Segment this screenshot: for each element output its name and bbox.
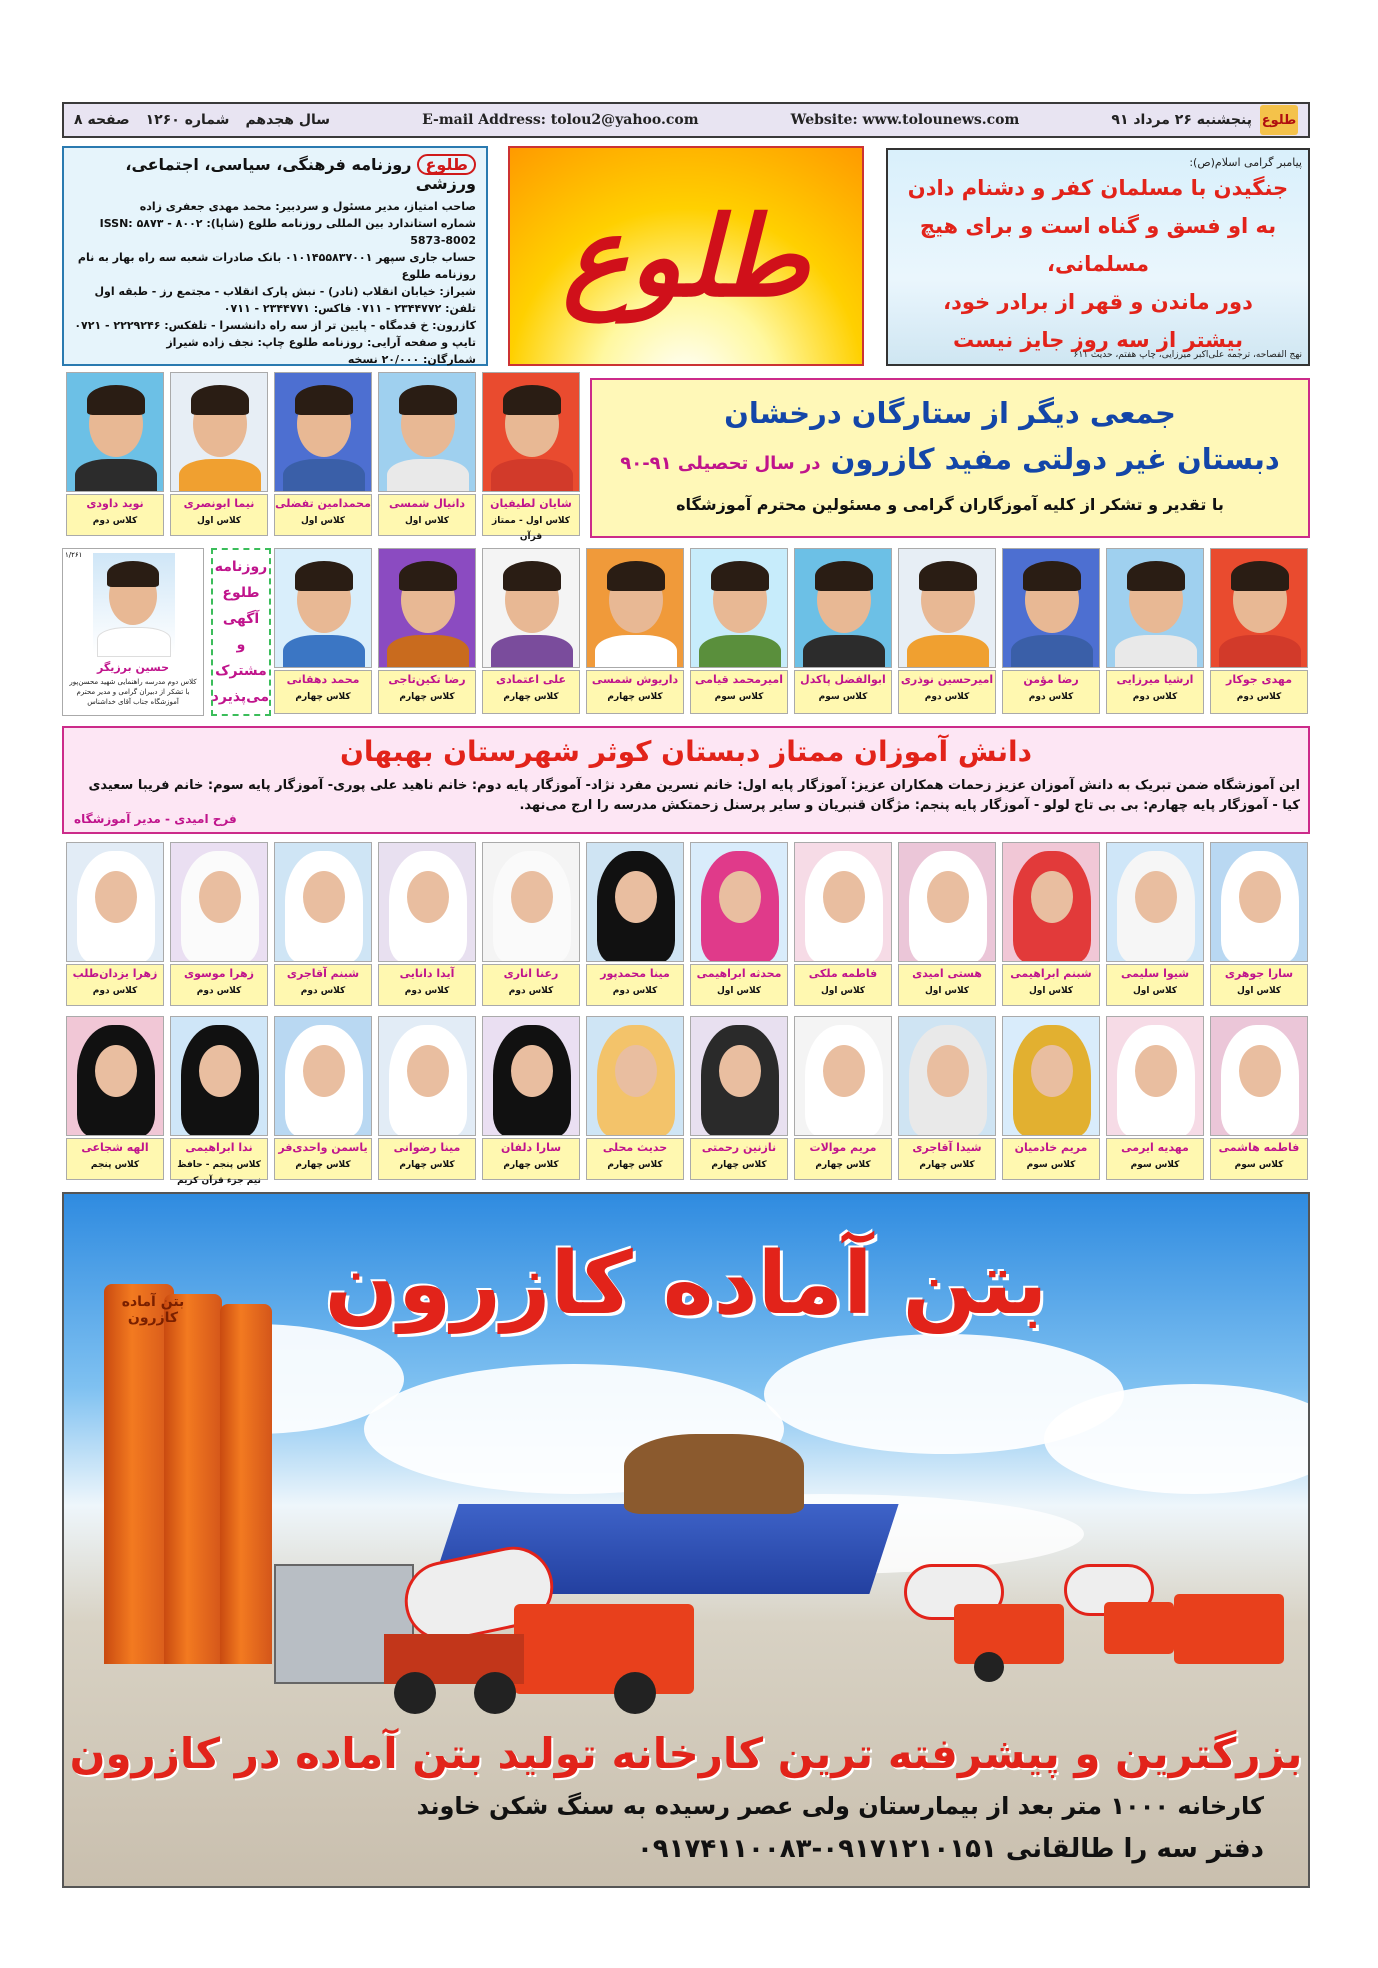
student-class: کلاس دوم [300, 986, 346, 996]
loader-shape [624, 1434, 804, 1514]
student-name: دانیال شمسی [388, 497, 466, 510]
student-name: رضا تکین‌تاجی [388, 673, 466, 686]
info-line: شیراز: خیابان انقلاب (نادر) - نبش پارک انقلاب - مجتمع رز - طبقه اول [94, 285, 476, 298]
student-name: رضا مؤمن [1023, 673, 1079, 686]
shirt-shape [803, 635, 885, 668]
banner-title: جمعی دیگر از ستارگان درخشان [724, 396, 1176, 430]
face-shape [95, 871, 137, 923]
face-shape [511, 1045, 553, 1097]
mixer-truck [884, 1564, 1064, 1684]
student-photo [93, 553, 175, 653]
hair-shape [295, 561, 353, 591]
student-name-tag [898, 1138, 996, 1180]
info-line: حساب جاری سپهر ۰۱۰۱۴۵۵۸۳۷۰۰۱ بانک صادرات شعبه سه راه بهار به نام روزنامه طلوع [77, 251, 476, 281]
student-name-tag [586, 964, 684, 1006]
shirt-shape [595, 635, 677, 668]
info-line: کازرون: خ قدمگاه - پایین تر از سه راه دانشسرا - تلفکس: ۲۲۲۹۲۴۶ - ۰۷۲۱ [74, 319, 476, 332]
student-photo [1106, 1016, 1204, 1136]
info-line: شماره استاندارد بین المللی روزنامه طلوع (شاپا): ۸۰۰۲ - ۵۸۷۳ ISSN: 5873-8002 [99, 217, 476, 247]
info-line: صاحب امتیاز، مدیر مسئول و سردبیر: محمد مهدی جعفری زاده [139, 200, 476, 213]
student-class: کلاس اول [1028, 986, 1074, 996]
silo-shape [220, 1304, 272, 1664]
student-photo [690, 842, 788, 962]
student-photo [378, 842, 476, 962]
shirt-shape [907, 635, 989, 668]
quote-line: بیشتر از سه روز جایز نیست [953, 328, 1243, 352]
student-name: ارشیا میرزایی [1116, 673, 1194, 686]
info-line: تلفن: ۲۳۴۴۷۷۲ - ۰۷۱۱ فاکس: ۲۳۴۴۷۷۱ - ۰۷۱۱ [223, 302, 476, 315]
student-photo [482, 372, 580, 492]
student-name: فاطمه ملکی [808, 967, 878, 980]
student-class: کلاس چهارم [607, 1160, 663, 1170]
student-name: ابوالفضل پاکدل [800, 673, 886, 686]
student-name: مهدی جوکار [1225, 673, 1293, 686]
student-name-tag [794, 964, 892, 1006]
mixer-truck-front [364, 1554, 694, 1714]
student-name-tag [170, 1138, 268, 1186]
face-shape [407, 871, 449, 923]
hair-shape [503, 561, 561, 591]
student-name: امیرحسین نوذری [900, 673, 994, 686]
truck-cab-shape [1104, 1602, 1174, 1654]
face-shape [303, 1045, 345, 1097]
student-class: کلاس سوم [1234, 1160, 1284, 1170]
ad-line: طلوع [222, 585, 260, 601]
truck-cab-shape [1174, 1594, 1284, 1664]
student-name: شیوا سلیمی [1120, 967, 1190, 980]
student-class: کلاس چهارم [815, 1160, 871, 1170]
issue-date: پنجشنبه ۲۶ مرداد ۹۱ [1111, 112, 1252, 128]
face-shape [303, 871, 345, 923]
student-name-tag [170, 964, 268, 1006]
student-photo [1002, 548, 1100, 668]
student-class: کلاس پنجم - حافظ نیم جزء قرآن کریم [177, 1160, 261, 1186]
student-name-tag [898, 670, 996, 714]
student-name: سارا جوهری [1224, 967, 1294, 980]
student-name-tag [482, 670, 580, 714]
student-class: کلاس چهارم [295, 1160, 351, 1170]
mini-logo: طلوع [1260, 105, 1298, 135]
student-name-tag [1106, 964, 1204, 1006]
student-name-tag [274, 494, 372, 536]
student-name-tag [690, 1138, 788, 1180]
student-name: محمد دهقانی [286, 673, 360, 686]
mixer-truck [1064, 1564, 1174, 1674]
student-class: کلاس دوم [1028, 692, 1074, 702]
face-shape [1239, 1045, 1281, 1097]
student-name: شبنم آقاجری [286, 967, 360, 980]
masthead-logo: طلوع [562, 191, 810, 321]
student-photo [482, 842, 580, 962]
quote-intro: پیامبر گرامی اسلام(ص): [1189, 156, 1302, 169]
student-name: نیما ابونصری [183, 497, 255, 510]
hair-shape [87, 385, 145, 415]
hair-shape [295, 385, 353, 415]
ad-code: ۱/۲۶۱ [65, 551, 83, 559]
student-name-tag [1210, 670, 1308, 714]
student-photo [1210, 1016, 1308, 1136]
student-name: یاسمن واحدی‌فر [278, 1141, 368, 1154]
student-name-tag [1210, 964, 1308, 1006]
student-name-tag [1002, 670, 1100, 714]
hair-shape [711, 561, 769, 591]
student-name-tag [274, 964, 372, 1006]
student-name: رعنا اناری [503, 967, 559, 980]
student-photo [586, 548, 684, 668]
ad-line: روزنامه [214, 559, 268, 575]
header-date-group [1111, 105, 1298, 135]
banner-year: در سال تحصیلی ۹۱-۹۰ [620, 453, 821, 474]
banner-thanks: با تقدیر و تشکر از کلیه آموزگاران گرامی و مسئولین محترم آموزشگاه [676, 495, 1224, 514]
student-photo [794, 842, 892, 962]
face-shape [95, 1045, 137, 1097]
header-bar [62, 102, 1310, 138]
issue-meta [74, 112, 330, 128]
student-photo [66, 842, 164, 962]
student-class: کلاس دوم [612, 986, 658, 996]
student-class: کلاس اول [404, 516, 450, 526]
student-class: کلاس دوم [924, 692, 970, 702]
student-name-tag [378, 670, 476, 714]
student-photo [482, 548, 580, 668]
student-class: کلاس اول [820, 986, 866, 996]
student-class: کلاس اول [1236, 986, 1282, 996]
student-photo [482, 1016, 580, 1136]
student-name: مریم خادمیان [1014, 1141, 1088, 1154]
shirt-shape [1115, 635, 1197, 668]
student-class: کلاس چهارم [295, 692, 351, 702]
hair-shape [815, 561, 873, 591]
student-class: کلاس چهارم [503, 692, 559, 702]
wheel-shape [474, 1672, 516, 1714]
shirt-shape [283, 459, 365, 492]
shirt-shape [179, 459, 261, 492]
info-line: شمارگان: ۲۰/۰۰۰ نسخه [347, 353, 476, 366]
student-photo [1002, 1016, 1100, 1136]
student-class: کلاس اول - ممتاز قرآن [492, 516, 570, 542]
shirt-shape [491, 635, 573, 668]
student-photo [274, 842, 372, 962]
hair-shape [399, 385, 457, 415]
cloud-shape [1044, 1384, 1310, 1494]
hair-shape [919, 561, 977, 591]
student-photo [274, 1016, 372, 1136]
student-name: داریوش شمسی [591, 673, 679, 686]
student-name: مینا رضوانی [393, 1141, 461, 1154]
face-shape [1031, 871, 1073, 923]
student-photo [1002, 842, 1100, 962]
student-class: کلاس چهارم [399, 692, 455, 702]
student-name-tag [690, 964, 788, 1006]
wheel-shape [394, 1672, 436, 1714]
truck-cab-shape [954, 1604, 1064, 1664]
face-shape [615, 871, 657, 923]
student-name-tag [378, 1138, 476, 1180]
student-class: کلاس چهارم [711, 1160, 767, 1170]
face-shape [927, 1045, 969, 1097]
student-name: شیدا آقاجری [912, 1141, 982, 1154]
student-photo [794, 1016, 892, 1136]
hair-shape [607, 561, 665, 591]
hair-shape [191, 385, 249, 415]
student-class: کلاس دوم [92, 986, 138, 996]
hair-shape [107, 561, 159, 587]
shirt-shape [97, 627, 171, 657]
ad-line: می‌پذیرد [211, 689, 269, 705]
student-name-tag [690, 670, 788, 714]
student-name-tag [482, 1138, 580, 1180]
student-photo [1210, 548, 1308, 668]
student-name-tag [170, 494, 268, 536]
student-photo [794, 548, 892, 668]
shirt-shape [387, 459, 469, 492]
ad-headline: بتن آماده کازرون [324, 1234, 1048, 1334]
publication-info-box [62, 146, 488, 366]
publication-subtitle: روزنامه فرهنگی، سیاسی، اجتماعی، ورزشی [125, 155, 476, 193]
student-name: مینا محمدپور [600, 967, 670, 980]
quote-line: جنگیدن با مسلمان کفر و دشنام دادن [907, 176, 1289, 200]
student-class: کلاس سوم [714, 692, 764, 702]
student-name-tag [1106, 670, 1204, 714]
face-shape [1239, 871, 1281, 923]
student-class: کلاس سوم [818, 692, 868, 702]
student-photo [378, 372, 476, 492]
student-photo [274, 372, 372, 492]
face-shape [1031, 1045, 1073, 1097]
student-name: نازنین رحمتی [701, 1141, 777, 1154]
student-name: شایان لطیفیان [490, 497, 572, 510]
face-shape [199, 1045, 241, 1097]
ad-line: و [236, 637, 246, 653]
student-name: زهرا یزدان‌طلب [72, 967, 158, 980]
student-name-tag [586, 670, 684, 714]
banner2-paragraph: کیا - آموزگار پایه چهارم: بی بی تاج لولو - آموزگار پایه پنجم: مژگان قنبریان و سایر پرسنل زحمتکش مدرسه را ارج می‌نهد. [519, 798, 1300, 813]
student-photo [170, 842, 268, 962]
face-shape [511, 871, 553, 923]
face-shape [199, 871, 241, 923]
student-photo [1106, 548, 1204, 668]
student-class: کلاس سوم [1026, 1160, 1076, 1170]
quote-line: به او فسق و گناه است و برای هیچ مسلمانی، [919, 214, 1277, 276]
banner-school-name: دبستان غیر دولتی مفید کازرون [830, 442, 1280, 476]
face-shape [927, 871, 969, 923]
student-class: کلاس اول [924, 986, 970, 996]
student-photo [586, 1016, 684, 1136]
student-name-tag [1210, 1138, 1308, 1180]
info-line: تایپ و صفحه آرایی: روزنامه طلوع چاپ: نجف زاده شیراز [166, 336, 476, 349]
student-class: کلاس دوم [92, 516, 138, 526]
student-name: علی اعتمادی [496, 673, 566, 686]
email-link[interactable]: E-mail Address: tolou2@yahoo.com [422, 112, 699, 128]
principal-signature: فرح امیدی - مدیر آموزشگاه [74, 812, 237, 826]
student-class: کلاس دوم [404, 986, 450, 996]
student-name-tag [586, 1138, 684, 1180]
student-photo [898, 1016, 996, 1136]
student-class: کلاس اول [300, 516, 346, 526]
student-name-tag [794, 670, 892, 714]
face-shape [823, 871, 865, 923]
student-name: الهه شجاعی [81, 1141, 149, 1154]
mofid-school-banner [590, 378, 1310, 538]
student-name: نوید داودی [86, 497, 144, 510]
hair-shape [1023, 561, 1081, 591]
shirt-shape [699, 635, 781, 668]
banner2-title: دانش آموزان ممتاز دبستان کوثر شهرستان بهبهان [340, 735, 1032, 768]
student-photo [274, 548, 372, 668]
hossein-barzigar-box [62, 548, 204, 716]
office-phones: دفتر سه را طالقانی ۰۹۱۷۱۲۱۰۱۵۱-۰۹۱۷۴۱۱۰۰۸۳ [636, 1834, 1264, 1864]
student-name-tag [66, 1138, 164, 1180]
face-shape [719, 1045, 761, 1097]
ad-line: آگهی [222, 611, 260, 627]
hair-shape [1127, 561, 1185, 591]
shirt-shape [1219, 635, 1301, 668]
kowsar-school-banner [62, 726, 1310, 834]
quote-source: نهج الفصاحه، ترجمه علی‌اکبر میرزایی، چاپ هفتم، حدیث ۶۱۱ [1073, 350, 1302, 360]
student-name: محدثه ابراهیمی [696, 967, 782, 980]
student-photo [66, 1016, 164, 1136]
student-photo [1106, 842, 1204, 962]
student-name: شبنم ابراهیمی [1010, 967, 1092, 980]
silo-shape [164, 1294, 222, 1664]
ad-line: مشترک [215, 663, 267, 679]
student-class: کلاس دوم [196, 986, 242, 996]
student-class: کلاس چهارم [503, 1160, 559, 1170]
hair-shape [399, 561, 457, 591]
volume-year: سال هجدهم [245, 112, 331, 128]
student-name: امیرمحمد قیامی [695, 673, 783, 686]
student-photo [378, 1016, 476, 1136]
wheel-shape [614, 1672, 656, 1714]
student-photo [898, 548, 996, 668]
student-name-tag [378, 494, 476, 536]
student-class: کلاس اول [196, 516, 242, 526]
student-name: مهدیه ایرمی [1121, 1141, 1189, 1154]
website-link[interactable]: Website: www.tolounews.com [790, 112, 1020, 128]
student-name: محمدامین تفضلی [275, 497, 371, 510]
student-name: آیدا دانایی [399, 967, 455, 980]
student-class: کلاس چهارم [919, 1160, 975, 1170]
face-shape [615, 1045, 657, 1097]
shirt-shape [75, 459, 157, 492]
student-name-tag [1002, 964, 1100, 1006]
student-name: زهرا موسوی [184, 967, 254, 980]
brand-logo: طلوع [417, 154, 476, 175]
student-photo [170, 372, 268, 492]
face-shape [1135, 1045, 1177, 1097]
shirt-shape [387, 635, 469, 668]
hair-shape [503, 385, 561, 415]
student-photo [1210, 842, 1308, 962]
shirt-shape [491, 459, 573, 492]
student-name: فاطمه هاشمی [1218, 1141, 1300, 1154]
student-class: کلاس چهارم [607, 692, 663, 702]
mixer-truck [1174, 1584, 1294, 1674]
student-class: کلاس سوم [1130, 1160, 1180, 1170]
banner2-paragraph: این آموزشگاه ضمن تبریک به دانش آموزان عزیز زحمات همکاران عزیز: آموزگار پایه اول: خانم نسرین مفرد نژاد- آموزگار پایه دوم: خانم ناهید علی پوری- آموزگار پایه سوم: خانم فریبا سعیدی [88, 778, 1300, 793]
student-name: ندا ابراهیمی [185, 1141, 253, 1154]
student-name-tag [66, 964, 164, 1006]
shirt-shape [283, 635, 365, 668]
truck-cab-shape [514, 1604, 694, 1694]
student-name-tag [274, 670, 372, 714]
student-photo [378, 548, 476, 668]
student-name-tag [482, 494, 580, 542]
student-name-tag [794, 1138, 892, 1180]
student-photo [586, 842, 684, 962]
student-class: کلاس دوم [508, 986, 554, 996]
face-shape [823, 1045, 865, 1097]
factory-address: کارخانه ۱۰۰۰ متر بعد از بیمارستان ولی عصر رسیده به سنگ شکن خاوند [416, 1792, 1264, 1820]
wheel-shape [974, 1652, 1004, 1682]
student-name-tag [482, 964, 580, 1006]
student-photo [170, 1016, 268, 1136]
student-name: هستی امیدی [912, 967, 982, 980]
newspaper-masthead [508, 146, 864, 366]
student-class: کلاس دوم [1132, 692, 1178, 702]
student-class: کلاس دوم [1236, 692, 1282, 702]
student-name-tag [898, 964, 996, 1006]
student-photo [66, 372, 164, 492]
student-name: حدیث محلی [602, 1141, 668, 1154]
student-class: کلاس پنجم [90, 1160, 140, 1170]
student-name-tag [1106, 1138, 1204, 1180]
face-shape [719, 871, 761, 923]
hair-shape [1231, 561, 1289, 591]
student-name-tag [378, 964, 476, 1006]
student-photo [898, 842, 996, 962]
student-class: کلاس اول [1132, 986, 1178, 996]
hadith-quote-box [886, 148, 1310, 366]
concrete-company-ad [62, 1192, 1310, 1888]
student-name-tag [274, 1138, 372, 1180]
student-name-tag [1002, 1138, 1100, 1180]
student-class: کلاس اول [716, 986, 762, 996]
face-shape [407, 1045, 449, 1097]
student-name: سارا دلفان [500, 1141, 562, 1154]
student-photo [690, 1016, 788, 1136]
student-name: حسین برزیگر [96, 661, 169, 674]
shirt-shape [1011, 635, 1093, 668]
ad-tagline: بزرگترین و پیشرفته ترین کارخانه تولید بتن آماده در کازرون [69, 1729, 1303, 1778]
subscription-ad [211, 548, 271, 716]
student-name-tag [66, 494, 164, 536]
student-class: کلاس چهارم [399, 1160, 455, 1170]
quote-line: دور ماندن و قهر از برادر خود، [943, 290, 1253, 314]
student-photo [690, 548, 788, 668]
student-name: مریم موالات [809, 1141, 877, 1154]
page-number: صفحه ۸ [74, 112, 130, 128]
face-shape [1135, 871, 1177, 923]
student-description: کلاس دوم مدرسه راهنمایی شهید محسن‌پور با تشکر از دبیران گرامی و مدیر محترم آموزشگاه جناب آقای خداشناس [69, 678, 197, 706]
silo-label: بتن آماده کازرون [121, 1294, 185, 1326]
issue-number: شماره ۱۲۶۰ [145, 112, 230, 128]
